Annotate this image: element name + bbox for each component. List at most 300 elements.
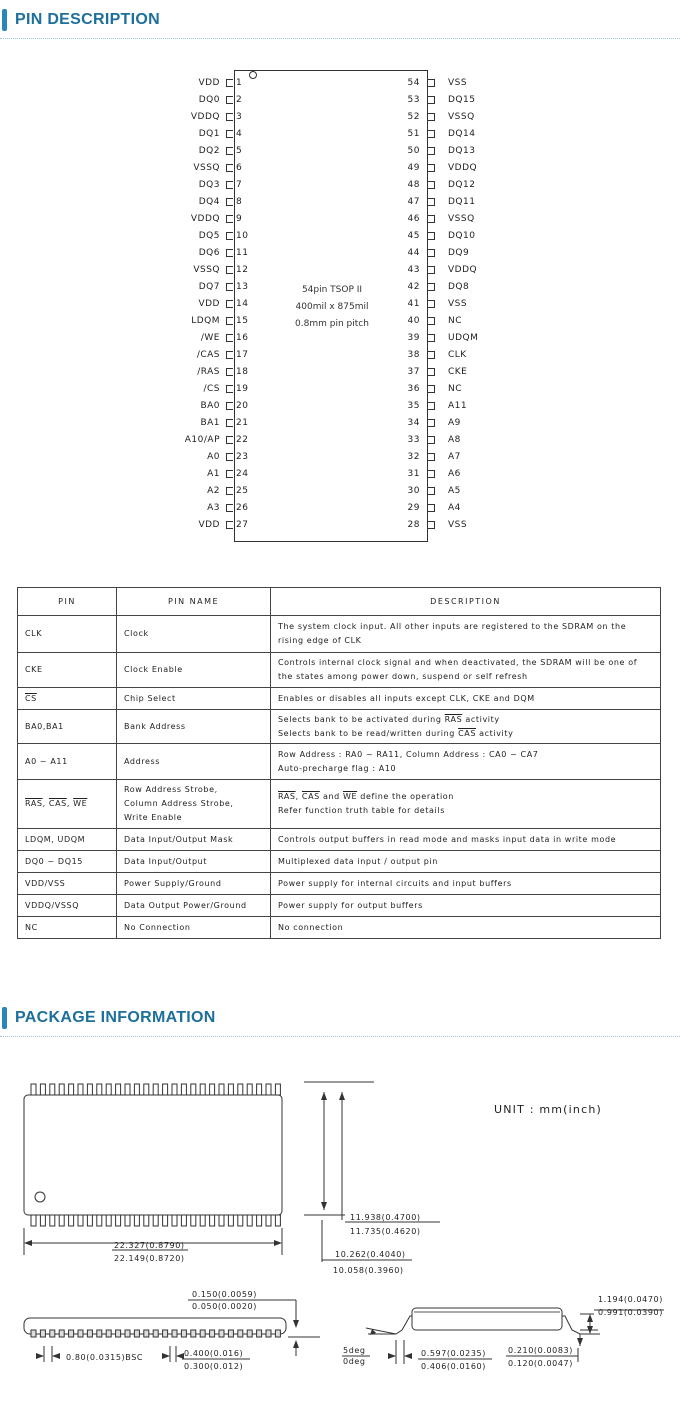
lead-side	[153, 1330, 158, 1337]
dim-thickness-max: 1.194(0.0470)	[598, 1295, 663, 1304]
lead-bottom	[78, 1215, 83, 1226]
pin-label: /WE	[200, 333, 220, 343]
dim-angle-max: 5deg	[343, 1346, 366, 1355]
lead-side	[97, 1330, 102, 1337]
lead-top	[238, 1084, 243, 1095]
pin-label: DQ9	[448, 248, 470, 258]
pin-label: VSS	[448, 78, 468, 88]
dim-foot-max: 0.597(0.0235)	[421, 1349, 486, 1358]
pin-label: DQ12	[448, 180, 476, 190]
pin-number: 5	[236, 146, 243, 156]
pin-lead	[428, 317, 435, 325]
lead-top	[50, 1084, 55, 1095]
lead-bottom	[266, 1215, 271, 1226]
pin-label: A1	[207, 469, 220, 479]
pin-lead	[226, 453, 233, 461]
lead-side	[266, 1330, 271, 1337]
lead-bottom	[116, 1215, 121, 1226]
lead-bottom	[219, 1215, 224, 1226]
pin-number: 24	[236, 469, 249, 479]
pin-number: 10	[236, 231, 249, 241]
lead-top	[172, 1084, 177, 1095]
table-row	[18, 895, 661, 917]
lead-top	[163, 1084, 168, 1095]
pin-lead	[226, 402, 233, 410]
lead-side	[31, 1330, 36, 1337]
lead-top	[106, 1084, 111, 1095]
name-text: Column Address Strobe,	[124, 799, 234, 808]
pin-label: A3	[207, 503, 220, 513]
description-cell: $\overline{RAS}$, $\overline{CAS}$ and $\overline{WE}$ define the operation Refer function truth table for details	[271, 780, 661, 829]
pin-number: 12	[236, 265, 249, 275]
lead-top	[59, 1084, 64, 1095]
lead-top	[275, 1084, 280, 1095]
name-cell: Data Output Power/Ground	[117, 895, 271, 917]
pin-label: A10/AP	[184, 435, 220, 445]
pin-cell: LDQM, UDQM	[18, 829, 117, 851]
lead-bottom	[134, 1215, 139, 1226]
dim-body-min: 10.058(0.3960)	[333, 1266, 404, 1275]
dim-body-max: 10.262(0.4040)	[335, 1250, 406, 1259]
pin-lead	[226, 113, 233, 121]
pin-label: /CAS	[196, 350, 220, 360]
lead-top	[181, 1084, 186, 1095]
chip-body	[234, 70, 428, 542]
pin-number: 1	[236, 78, 243, 88]
lead-side	[238, 1330, 243, 1337]
desc-cas: $\overline{CAS}$	[458, 728, 476, 738]
pin-label: VSSQ	[193, 265, 220, 275]
arrow-icon	[274, 1240, 282, 1246]
lead-bottom	[87, 1215, 92, 1226]
pin-label: DQ6	[198, 248, 220, 258]
lead-bottom	[50, 1215, 55, 1226]
pin-lead	[226, 419, 233, 427]
pin-lead	[428, 96, 435, 104]
lead-side	[191, 1330, 196, 1337]
unit-label: UNIT : mm(inch)	[494, 1103, 603, 1116]
lead-side	[87, 1330, 92, 1337]
pin-number: 48	[407, 180, 420, 190]
pin-cell: CLK	[18, 616, 117, 653]
pin-lead	[428, 266, 435, 274]
table-row	[18, 873, 661, 895]
name-cell: Data Input/Output Mask	[117, 829, 271, 851]
pin-number: 27	[236, 520, 249, 530]
lead-side	[50, 1330, 55, 1337]
lead-top	[257, 1084, 262, 1095]
pin-lead	[428, 113, 435, 121]
pin-label: /CS	[203, 384, 220, 394]
lead-side	[125, 1330, 130, 1337]
name-cell: Address	[117, 744, 271, 780]
pin-lead	[428, 436, 435, 444]
pin-lead	[226, 351, 233, 359]
lead-bottom	[97, 1215, 102, 1226]
pin-lead	[428, 198, 435, 206]
pin-lead	[226, 164, 233, 172]
dim-lead-min: 0.300(0.012)	[184, 1362, 244, 1371]
dim-standoff-max: 0.150(0.0059)	[192, 1290, 257, 1299]
pin-label: A7	[448, 452, 461, 462]
pin-label: A6	[448, 469, 461, 479]
arrow-icon	[321, 1092, 327, 1100]
pin-number: 4	[236, 129, 243, 139]
pin-lead	[226, 521, 233, 529]
lead-bottom	[238, 1215, 243, 1226]
lead-bottom	[153, 1215, 158, 1226]
description-cell: No connection	[271, 917, 661, 939]
package-drawing	[0, 1050, 680, 1410]
pin-number: 43	[407, 265, 420, 275]
table-row	[18, 829, 661, 851]
pin-lead	[226, 266, 233, 274]
pin-number: 9	[236, 214, 243, 224]
desc-cas: $\overline{CAS}$	[301, 792, 320, 801]
pin-number: 44	[407, 248, 420, 258]
name-text: Row Address Strobe,	[124, 785, 218, 794]
pin-number: 37	[407, 367, 420, 377]
pin-label: NC	[448, 384, 463, 394]
divider	[0, 1036, 680, 1037]
pin-lead	[226, 79, 233, 87]
column-header-pin: PIN	[18, 588, 117, 616]
pin-label: BA0	[200, 401, 220, 411]
lead-bottom	[228, 1215, 233, 1226]
pin-we: $\overline{WE}$	[73, 799, 88, 808]
description-cell: The system clock input. All other inputs are registered to the SDRAM on the rising edge of CLK	[271, 616, 661, 653]
pin-number: 14	[236, 299, 249, 309]
lead-side	[247, 1330, 252, 1337]
pin-number: 30	[407, 486, 420, 496]
side-leads	[31, 1330, 280, 1337]
lead-bottom	[210, 1215, 215, 1226]
pin-label: VSS	[448, 520, 468, 530]
lead-side	[228, 1330, 233, 1337]
pin-description-table	[17, 587, 661, 939]
pin-label: VDDQ	[190, 214, 220, 224]
pin-lead	[428, 351, 435, 359]
pin-cell: VDDQ/VSSQ	[18, 895, 117, 917]
pinout-diagram	[0, 60, 680, 560]
arrow-icon	[404, 1353, 412, 1359]
desc-ras: $\overline{RAS}$	[278, 792, 296, 801]
lead-side	[219, 1330, 224, 1337]
pin-label: A4	[448, 503, 461, 513]
desc-text: Refer function truth table for details	[278, 806, 445, 815]
lead-top	[97, 1084, 102, 1095]
desc-text: Auto-precharge flag : A10	[278, 763, 397, 773]
desc-text: activity	[462, 714, 500, 724]
pin-lead	[428, 147, 435, 155]
dim-length-max: 22.327(0.8790)	[114, 1241, 185, 1250]
pin-cell: A0 ~ A11	[18, 744, 117, 780]
pin-number: 36	[407, 384, 420, 394]
pin-lead	[226, 300, 233, 308]
pin-label: VDD	[198, 520, 220, 530]
pin-label: VDDQ	[448, 265, 478, 275]
arrow-icon	[293, 1340, 299, 1348]
pin-number: 32	[407, 452, 420, 462]
column-header-pin-name: PIN NAME	[117, 588, 271, 616]
pin-lead	[226, 130, 233, 138]
lead-bottom	[181, 1215, 186, 1226]
chip-size-label: 400mil x 875mil	[295, 302, 369, 312]
pin-cell	[18, 688, 117, 710]
pin-lead	[226, 436, 233, 444]
lead-bottom	[69, 1215, 74, 1226]
pin-label: A9	[448, 418, 461, 428]
pin-lead	[226, 249, 233, 257]
pin-label: A2	[207, 486, 220, 496]
lead-top	[247, 1084, 252, 1095]
pin-label: DQ2	[198, 146, 220, 156]
dim-lead-max: 0.400(0.016)	[184, 1349, 244, 1358]
pin-ras: $\overline{RAS}$	[25, 799, 43, 808]
pin-number: 51	[407, 129, 420, 139]
pin-label: VDD	[198, 78, 220, 88]
lead-side	[116, 1330, 121, 1337]
pin-number: 33	[407, 435, 420, 445]
lead-bottom	[191, 1215, 196, 1226]
pin-lead	[226, 232, 233, 240]
lead-top	[144, 1084, 149, 1095]
dim-thickness-min: 0.991(0.0390)	[598, 1308, 663, 1317]
arrow-icon	[162, 1353, 170, 1359]
pin-number: 52	[407, 112, 420, 122]
lead-side	[78, 1330, 83, 1337]
pin-label: DQ3	[198, 180, 220, 190]
desc-we: $\overline{WE}$	[342, 792, 358, 801]
lead-side	[69, 1330, 74, 1337]
pin-lead	[428, 453, 435, 461]
lead-bottom	[31, 1215, 36, 1226]
table-row	[18, 616, 661, 653]
lead-side	[40, 1330, 45, 1337]
pin-number: 39	[407, 333, 420, 343]
lead-top	[134, 1084, 139, 1095]
desc-ras: $\overline{RAS}$	[444, 714, 463, 724]
pin-label: DQ1	[198, 129, 220, 139]
pin-lead	[226, 198, 233, 206]
pin-label: DQ8	[448, 282, 470, 292]
pin-lead	[428, 504, 435, 512]
pin-lead	[428, 283, 435, 291]
heading-bar-icon	[2, 1007, 7, 1029]
pin-lead	[226, 147, 233, 155]
pin-lead	[226, 215, 233, 223]
pin-cs: $\overline{CS}$	[25, 693, 37, 703]
pin-lead	[226, 385, 233, 393]
lead-top	[87, 1084, 92, 1095]
pin-lead	[428, 470, 435, 478]
pin-number: 11	[236, 248, 249, 258]
heading-bar-icon	[2, 9, 7, 31]
pin-lead	[226, 334, 233, 342]
pin-lead	[226, 96, 233, 104]
package-information-title: PACKAGE INFORMATION	[15, 1009, 216, 1026]
pin-number: 25	[236, 486, 249, 496]
package-end-body	[412, 1308, 562, 1330]
pin-number: 6	[236, 163, 243, 173]
dim-width-max: 11.938(0.4700)	[350, 1213, 421, 1222]
table-row	[18, 780, 661, 829]
description-cell: Power supply for internal circuits and input buffers	[271, 873, 661, 895]
pin-lead	[428, 215, 435, 223]
lead-bottom	[144, 1215, 149, 1226]
name-cell: Clock Enable	[117, 653, 271, 688]
desc-text: Selects bank to be activated during	[278, 714, 445, 724]
pin-lead	[428, 130, 435, 138]
dim-pitch: 0.80(0.0315)BSC	[66, 1353, 144, 1362]
pin-cas: $\overline{CAS}$	[48, 799, 67, 808]
pin-number: 47	[407, 197, 420, 207]
arrow-icon	[24, 1240, 32, 1246]
name-cell: Chip Select	[117, 688, 271, 710]
pin-label: CLK	[448, 350, 467, 360]
chip-pitch-label: 0.8mm pin pitch	[295, 319, 369, 329]
pin-number: 17	[236, 350, 249, 360]
table-row	[18, 744, 661, 780]
pin-number: 26	[236, 503, 249, 513]
lead-bottom	[247, 1215, 252, 1226]
bottom-leads	[31, 1215, 280, 1226]
pin-description-title: PIN DESCRIPTION	[15, 11, 160, 28]
pin-label: /RAS	[197, 367, 220, 377]
pin-lead	[226, 487, 233, 495]
pin-label: NC	[448, 316, 463, 326]
arrow-icon	[36, 1353, 44, 1359]
pin-lead	[428, 385, 435, 393]
pin-lead	[428, 300, 435, 308]
pin-label: BA1	[200, 418, 220, 428]
table-row	[18, 688, 661, 710]
arrow-icon	[321, 1202, 327, 1210]
pin-label: DQ14	[448, 129, 476, 139]
pin-number: 54	[407, 78, 420, 88]
dim-angle-min: 0deg	[343, 1357, 366, 1366]
lead-top	[125, 1084, 130, 1095]
pin-label: CKE	[448, 367, 468, 377]
pin-lead	[428, 487, 435, 495]
desc-text: activity	[476, 728, 514, 738]
pin-label: DQ15	[448, 95, 476, 105]
dim-standoff-min: 0.050(0.0020)	[192, 1302, 257, 1311]
pin-number: 13	[236, 282, 249, 292]
name-cell: Power Supply/Ground	[117, 873, 271, 895]
name-cell	[117, 780, 271, 829]
pin-lead	[226, 470, 233, 478]
lead-bottom	[59, 1215, 64, 1226]
pin-lead	[428, 249, 435, 257]
arrow-icon	[587, 1314, 593, 1322]
pin-cell: CKE	[18, 653, 117, 688]
name-cell: Bank Address	[117, 710, 271, 744]
description-cell	[271, 710, 661, 744]
lead-side	[257, 1330, 262, 1337]
pin-lead	[428, 164, 435, 172]
pin-number: 15	[236, 316, 249, 326]
pin-label: A0	[207, 452, 220, 462]
table-row	[18, 917, 661, 939]
description-cell: Enables or disables all inputs except CLK, CKE and DQM	[271, 688, 661, 710]
chip-package-label: 54pin TSOP II	[301, 285, 363, 295]
pin-label: DQ13	[448, 146, 476, 156]
pin-number: 22	[236, 435, 249, 445]
lead-side	[59, 1330, 64, 1337]
lead-side	[144, 1330, 149, 1337]
table-row	[18, 851, 661, 873]
lead-side	[163, 1330, 168, 1337]
lead-top	[228, 1084, 233, 1095]
lead-side	[200, 1330, 205, 1337]
pin1-marker-icon	[35, 1192, 45, 1202]
pin-number: 18	[236, 367, 249, 377]
pin-number: 23	[236, 452, 249, 462]
name-text: Write Enable	[124, 813, 183, 822]
column-header-description: DESCRIPTION	[271, 588, 661, 616]
table-row	[18, 710, 661, 744]
pin-number: 46	[407, 214, 420, 224]
pin-lead	[428, 402, 435, 410]
pin-number: 38	[407, 350, 420, 360]
pin-number: 40	[407, 316, 420, 326]
pin-lead	[428, 521, 435, 529]
lead-top	[116, 1084, 121, 1095]
lead-bottom	[163, 1215, 168, 1226]
pin-label: DQ4	[198, 197, 220, 207]
pin-number: 2	[236, 95, 243, 105]
pin-label: DQ10	[448, 231, 476, 241]
lead-top	[78, 1084, 83, 1095]
lead-side	[172, 1330, 177, 1337]
pin-label: A11	[448, 401, 468, 411]
lead-bottom	[40, 1215, 45, 1226]
description-cell: Controls internal clock signal and when deactivated, the SDRAM will be one of the states among power down, suspend or self refresh	[271, 653, 661, 688]
arrow-icon	[52, 1353, 60, 1359]
pin-label: VDDQ	[190, 112, 220, 122]
desc-text: Selects bank to be read/written during	[278, 728, 459, 738]
pin-lead	[226, 317, 233, 325]
lead-top	[210, 1084, 215, 1095]
description-cell: Controls output buffers in read mode and masks input data in write mode	[271, 829, 661, 851]
lead-bottom	[200, 1215, 205, 1226]
desc-text: define the operation	[357, 792, 454, 801]
pin-lead	[226, 368, 233, 376]
pin-label: DQ11	[448, 197, 476, 207]
pin-lead	[428, 79, 435, 87]
pin-label: VSSQ	[448, 214, 475, 224]
pin-number: 19	[236, 384, 249, 394]
pin-lead	[428, 419, 435, 427]
pin-cell: NC	[18, 917, 117, 939]
lead-top	[219, 1084, 224, 1095]
pin-number: 42	[407, 282, 420, 292]
pin-number: 45	[407, 231, 420, 241]
pin-number: 21	[236, 418, 249, 428]
pin-label: A8	[448, 435, 461, 445]
lead-top	[153, 1084, 158, 1095]
pin-description-heading	[0, 7, 160, 33]
lead-side	[106, 1330, 111, 1337]
description-cell: Multiplexed data input / output pin	[271, 851, 661, 873]
pin-number: 28	[407, 520, 420, 530]
pin-number: 31	[407, 469, 420, 479]
pin-label: VDDQ	[448, 163, 478, 173]
package-drawing-svg	[0, 1050, 680, 1410]
lead-top	[266, 1084, 271, 1095]
description-cell: Power supply for output buffers	[271, 895, 661, 917]
